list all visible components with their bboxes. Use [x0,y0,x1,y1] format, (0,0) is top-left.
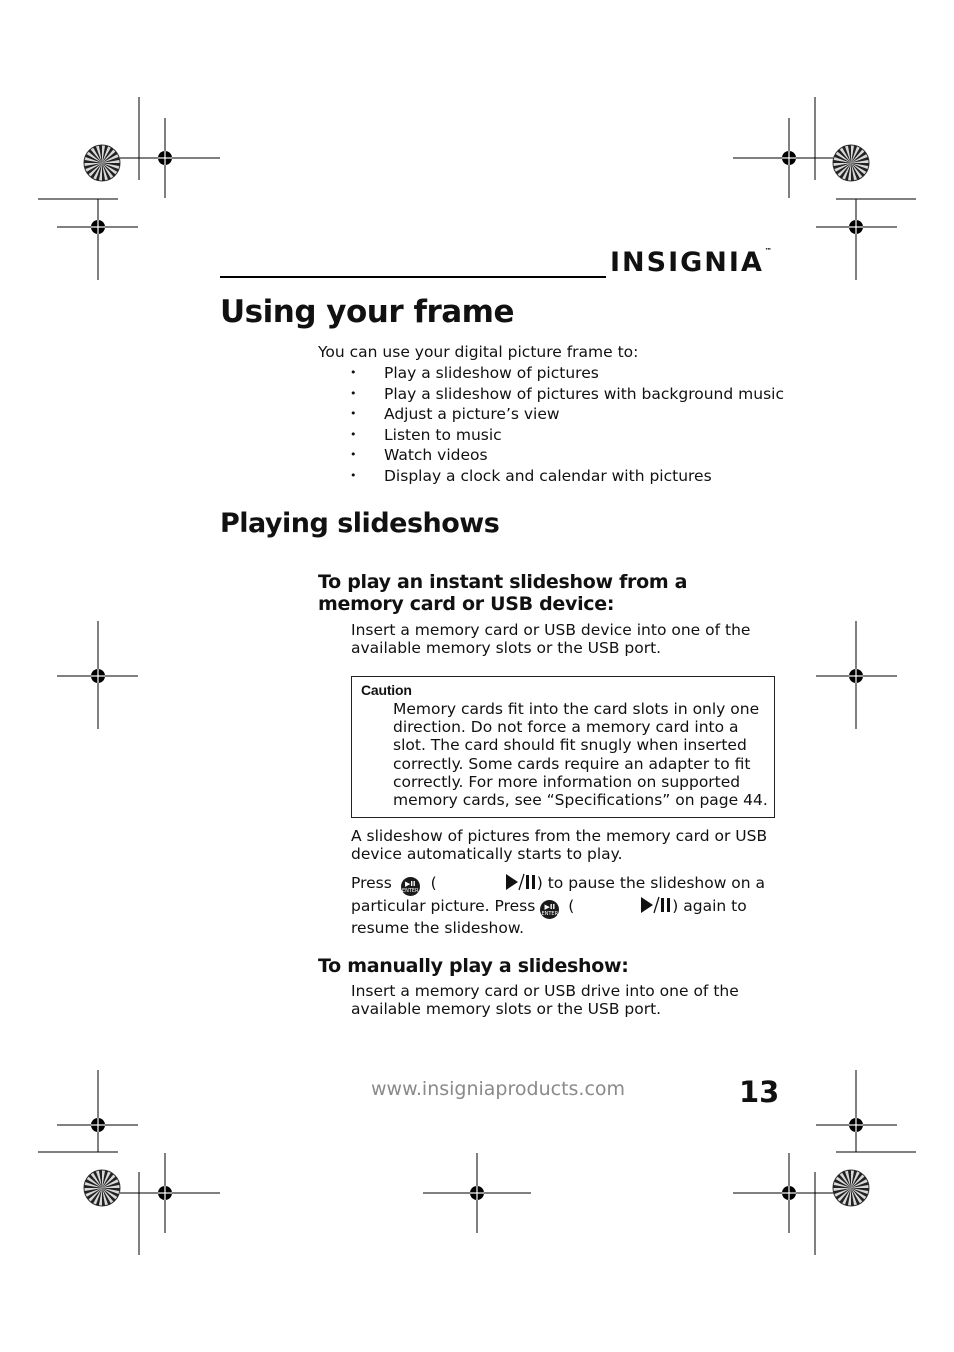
subheading-instant: To play an instant slideshow from a memory card or USB device: [318,571,688,615]
caution-text: Memory cards fit into the card slots in only one direction. Do not force a memory card into a slot. The card should fit snugly when inserted correctly. Some cards require an adapter to fit correctly. For more information on supported memory cards, see “Specifications” on page 44. [393,700,768,810]
list-item: • Play a slideshow of pictures [350,363,784,384]
open-paren: ( [568,897,575,915]
insert-instructions: Insert a memory card or USB device into one of the available memory slots or the USB port. [351,621,751,657]
list-item: • Adjust a picture’s view [350,404,784,425]
trademark: ™ [764,247,772,255]
registration-dial-icon [84,145,120,181]
insignia-logo [610,247,780,278]
play-pause-icon [640,896,672,914]
footer-url: www.insigniaproducts.com [371,1078,626,1100]
list-item: • Play a slideshow of pictures with background music [350,384,784,405]
enter-play-pause-button-icon [401,877,420,896]
button-caption: ENTER [541,911,559,917]
press-word: Press [351,874,392,892]
auto-play-text: A slideshow of pictures from the memory card or USB device automatically starts to play. [351,827,768,863]
pause-text-1: ) to pause the slideshow on a [536,874,766,892]
list-item: • Listen to music [350,425,784,446]
open-paren: ( [430,874,437,892]
play-pause-icon [505,873,537,891]
pause-instructions [351,873,781,937]
feature-list [350,363,784,486]
button-glyph: ▶II [544,903,556,911]
subheading-manual: To manually play a slideshow: [318,955,629,977]
pause-text-3: ) again to [672,897,747,915]
brand-name: INSIGNIA [610,247,764,278]
registration-dial-icon [84,1170,120,1206]
caution-label: Caution [361,682,412,698]
list-item: • Watch videos [350,445,784,466]
enter-play-pause-button-icon [540,900,559,919]
registration-dial-icon [833,1170,869,1206]
caution-box [351,676,775,818]
intro-text: You can use your digital picture frame to: [318,343,639,361]
registration-dial-icon [833,145,869,181]
button-caption: ENTER [401,888,419,894]
pause-text-2: particular picture. Press [351,897,536,915]
pause-text-4: resume the slideshow. [351,919,525,937]
button-glyph: ▶II [404,880,416,888]
page-title: Using your frame [220,294,514,330]
manual-insert-instructions: Insert a memory card or USB drive into one of the available memory slots or the USB port. [351,982,739,1018]
page-number: 13 [739,1075,780,1109]
header-rule [220,276,606,278]
section-heading: Playing slideshows [220,508,500,539]
list-item: • Display a clock and calendar with pictures [350,466,784,487]
